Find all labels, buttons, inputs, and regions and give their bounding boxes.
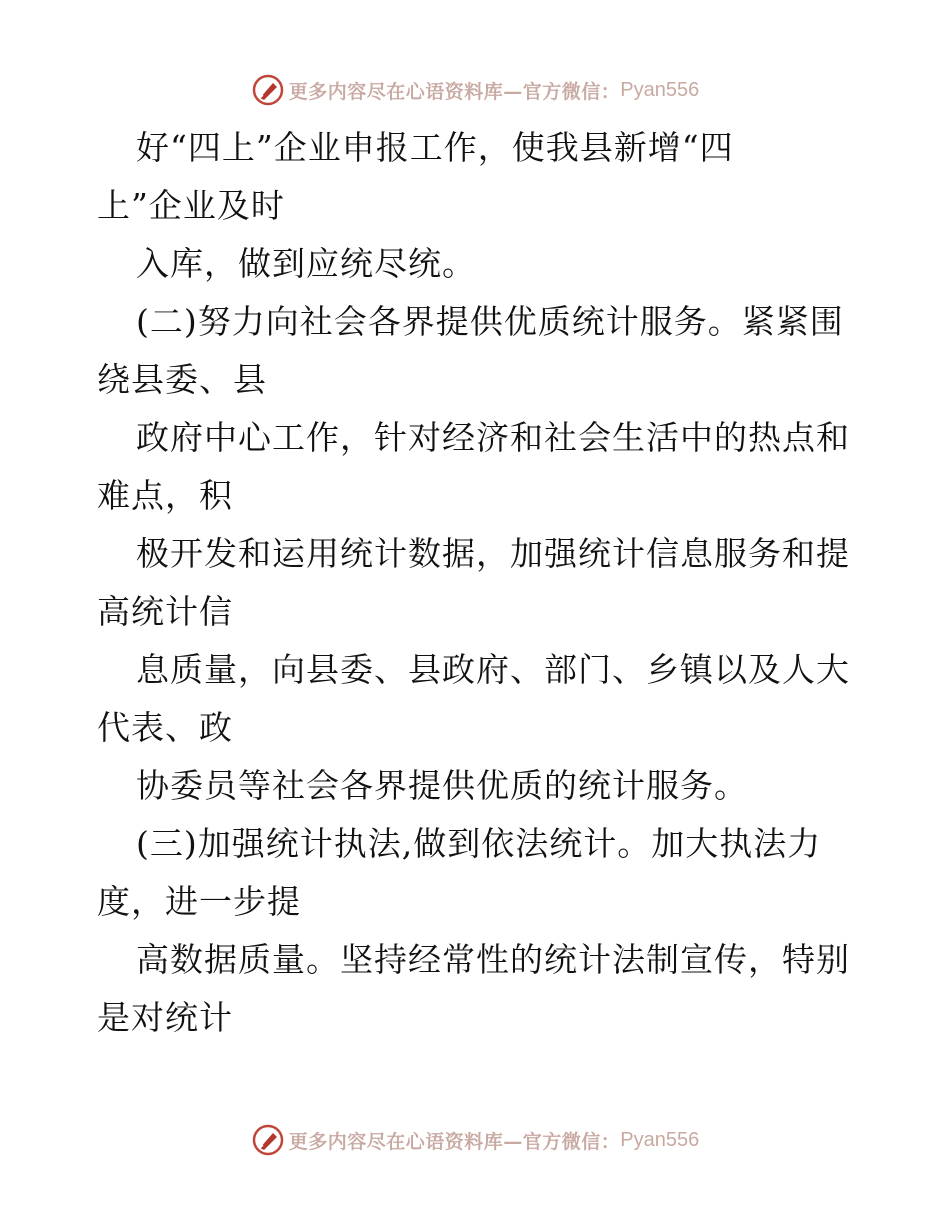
text-line: 度，进一步提: [97, 882, 301, 921]
watermark-text: 更多内容尽在心语资料库—官方微信：: [288, 80, 621, 103]
text-line: 是对统计: [97, 998, 233, 1037]
text-line: 代表、政: [97, 708, 233, 747]
pen-nib-circle-icon: [251, 1123, 285, 1157]
text-line: 高统计信: [97, 592, 233, 631]
text-line: (三)加强统计执法,做到依法统计。加大执法力: [136, 824, 822, 863]
text-line: 难点，积: [97, 476, 233, 515]
watermark-wechat-id: Pyan556: [620, 78, 700, 101]
watermark-wechat-id: Pyan556: [620, 1128, 700, 1151]
footer-watermark: [0, 1120, 950, 1160]
text-line: 绕县委、县: [97, 360, 267, 399]
watermark-text: 更多内容尽在心语资料库—官方微信：: [288, 1130, 621, 1153]
header-watermark: [0, 70, 950, 110]
document-body: [97, 119, 857, 1047]
text-line: 好“四上”企业申报工作，使我县新增“四: [136, 128, 734, 167]
text-line: 极开发和运用统计数据，加强统计信息服务和提: [136, 534, 850, 573]
pen-nib-circle-icon: [251, 73, 285, 107]
text-line: 高数据质量。坚持经常性的统计法制宣传，特别: [136, 940, 850, 979]
text-line: 政府中心工作，针对经济和社会生活中的热点和: [136, 418, 850, 457]
text-line: 入库，做到应统尽统。: [136, 244, 476, 283]
text-line: 上”企业及时: [97, 186, 285, 225]
text-line: (二)努力向社会各界提供优质统计服务。紧紧围: [136, 302, 844, 341]
text-line: 协委员等社会各界提供优质的统计服务。: [136, 766, 748, 805]
text-line: 息质量，向县委、县政府、部门、乡镇以及人大: [136, 650, 850, 689]
